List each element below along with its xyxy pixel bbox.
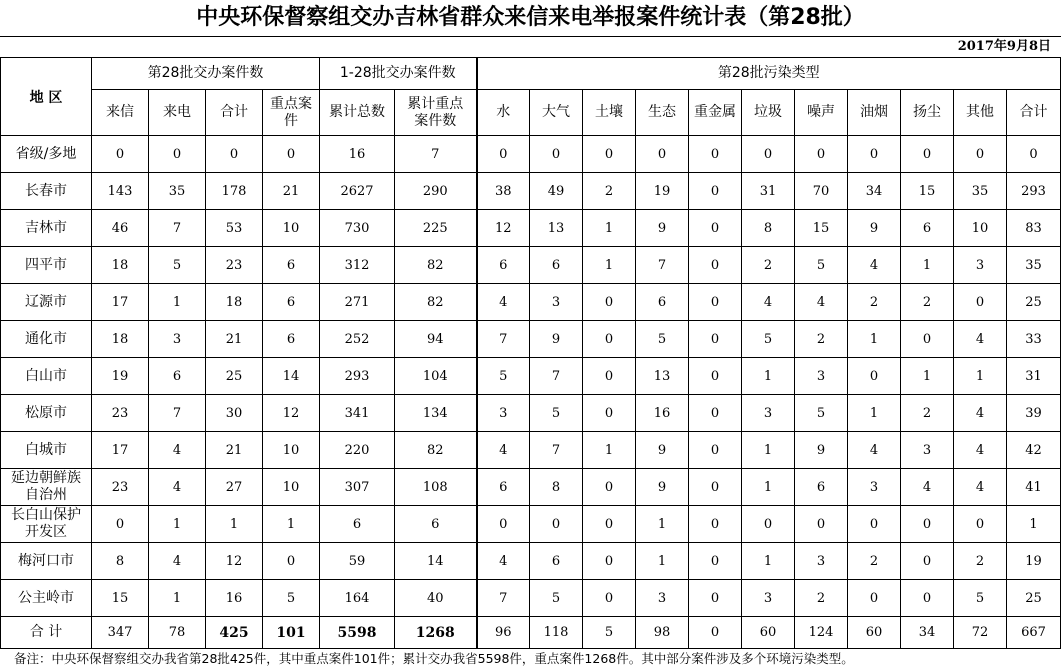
table-row: [1, 284, 1061, 321]
data-cell: 18: [206, 284, 263, 321]
data-cell: 4: [477, 284, 530, 321]
data-cell: 0: [206, 136, 263, 173]
data-cell: 2: [583, 173, 636, 210]
data-cell: 6: [530, 247, 583, 284]
region-name: 长白山保护开发区: [1, 506, 92, 543]
data-cell: 0: [689, 173, 742, 210]
table-row: [1, 173, 1061, 210]
table-row: [1, 395, 1061, 432]
data-cell: 12: [477, 210, 530, 247]
data-cell: 7: [636, 247, 689, 284]
data-cell: 0: [477, 506, 530, 543]
data-cell: 0: [583, 506, 636, 543]
region-name: 长春市: [1, 173, 92, 210]
data-cell: 2: [901, 284, 954, 321]
data-cell: 3: [795, 543, 848, 580]
data-cell: 0: [636, 136, 689, 173]
report-date: 2017年9月8日: [957, 39, 1051, 54]
data-cell: 6: [263, 284, 320, 321]
data-cell: 33: [1007, 321, 1061, 358]
data-cell: 4: [954, 432, 1007, 469]
data-cell: 4: [954, 321, 1007, 358]
data-cell: 0: [149, 136, 206, 173]
data-cell: 30: [206, 395, 263, 432]
data-cell: 7: [395, 136, 477, 173]
data-cell: 34: [848, 173, 901, 210]
data-cell: 1: [149, 506, 206, 543]
column-header: 累计重点案件数: [395, 90, 477, 136]
data-cell: 3: [636, 580, 689, 617]
data-cell: 1: [742, 358, 795, 395]
data-cell: 6: [636, 284, 689, 321]
statistics-table: [0, 57, 1061, 649]
table-row: [1, 580, 1061, 617]
data-cell: 83: [1007, 210, 1061, 247]
data-cell: 0: [689, 358, 742, 395]
data-cell: 35: [149, 173, 206, 210]
data-cell: 2: [848, 284, 901, 321]
header-row-groups: [1, 58, 1061, 90]
data-cell: 15: [795, 210, 848, 247]
data-cell: 347: [92, 617, 149, 649]
region-name: 通化市: [1, 321, 92, 358]
table-row: [1, 432, 1061, 469]
data-cell: 252: [320, 321, 395, 358]
data-cell: 5: [477, 358, 530, 395]
data-cell: 10: [954, 210, 1007, 247]
data-cell: 118: [530, 617, 583, 649]
data-cell: 4: [954, 469, 1007, 506]
data-cell: 3: [954, 247, 1007, 284]
data-cell: 108: [395, 469, 477, 506]
region-name: 白山市: [1, 358, 92, 395]
data-cell: 6: [901, 210, 954, 247]
data-cell: 42: [1007, 432, 1061, 469]
data-cell: 4: [848, 247, 901, 284]
data-cell: 1: [636, 543, 689, 580]
data-cell: 0: [901, 506, 954, 543]
data-cell: 5: [530, 395, 583, 432]
column-header: 土壤: [583, 90, 636, 136]
column-header: 来信: [92, 90, 149, 136]
data-cell: 1: [636, 506, 689, 543]
data-cell: 0: [92, 506, 149, 543]
region-name: 梅河口市: [1, 543, 92, 580]
data-cell: 4: [149, 432, 206, 469]
data-cell: 0: [263, 136, 320, 173]
data-cell: 5: [795, 247, 848, 284]
data-cell: 0: [92, 136, 149, 173]
data-cell: 72: [954, 617, 1007, 649]
region-name: 白城市: [1, 432, 92, 469]
data-cell: 6: [530, 543, 583, 580]
data-cell: 39: [1007, 395, 1061, 432]
data-cell: 5: [530, 580, 583, 617]
data-cell: 0: [583, 284, 636, 321]
data-cell: 31: [742, 173, 795, 210]
data-cell: 1: [583, 432, 636, 469]
data-cell: 0: [689, 321, 742, 358]
data-cell: 4: [954, 395, 1007, 432]
data-cell: 134: [395, 395, 477, 432]
data-cell: 1: [583, 210, 636, 247]
region-name: 四平市: [1, 247, 92, 284]
data-cell: 12: [206, 543, 263, 580]
data-cell: 1: [1007, 506, 1061, 543]
data-cell: 7: [530, 432, 583, 469]
data-cell: 0: [477, 136, 530, 173]
data-cell: 0: [795, 136, 848, 173]
data-cell: 82: [395, 432, 477, 469]
table-row: [1, 469, 1061, 506]
data-cell: 0: [689, 247, 742, 284]
footnote: 备注：中央环保督察组交办我省第28批425件，其中重点案件101件；累计交办我省5598件，重点案件1268件。其中部分案件涉及多个环境污染类型。: [14, 651, 854, 666]
data-cell: 1: [742, 432, 795, 469]
data-cell: 5: [149, 247, 206, 284]
data-cell: 21: [206, 321, 263, 358]
data-cell: 0: [689, 580, 742, 617]
data-cell: 3: [848, 469, 901, 506]
data-cell: 13: [530, 210, 583, 247]
data-cell: 14: [263, 358, 320, 395]
data-cell: 40: [395, 580, 477, 617]
data-cell: 0: [263, 543, 320, 580]
region-name: 辽源市: [1, 284, 92, 321]
data-cell: 0: [583, 469, 636, 506]
table-row: [1, 210, 1061, 247]
data-cell: 4: [742, 284, 795, 321]
total-row: [1, 617, 1061, 649]
data-cell: 10: [263, 469, 320, 506]
data-cell: 5: [954, 580, 1007, 617]
data-cell: 1: [901, 358, 954, 395]
data-cell: 23: [92, 469, 149, 506]
data-cell: 0: [583, 321, 636, 358]
column-header: 合计: [1007, 90, 1061, 136]
data-cell: 25: [1007, 580, 1061, 617]
data-cell: 2: [795, 580, 848, 617]
data-cell: 16: [206, 580, 263, 617]
data-cell: 3: [795, 358, 848, 395]
data-cell: 15: [92, 580, 149, 617]
data-cell: 0: [689, 284, 742, 321]
data-cell: 3: [149, 321, 206, 358]
data-cell: 0: [848, 506, 901, 543]
data-cell: 7: [530, 358, 583, 395]
data-cell: 307: [320, 469, 395, 506]
data-cell: 3: [530, 284, 583, 321]
data-cell: 178: [206, 173, 263, 210]
data-cell: 220: [320, 432, 395, 469]
data-cell: 18: [92, 247, 149, 284]
data-cell: 78: [149, 617, 206, 649]
data-cell: 0: [848, 358, 901, 395]
data-cell: 31: [1007, 358, 1061, 395]
data-cell: 0: [689, 210, 742, 247]
data-cell: 6: [263, 321, 320, 358]
table-body: [1, 136, 1061, 649]
data-cell: 1: [901, 247, 954, 284]
column-header: 重点案件: [263, 90, 320, 136]
data-cell: 0: [689, 432, 742, 469]
data-cell: 0: [954, 136, 1007, 173]
column-header: 来电: [149, 90, 206, 136]
data-cell: 0: [689, 469, 742, 506]
data-cell: 49: [530, 173, 583, 210]
data-cell: 1: [149, 580, 206, 617]
data-cell: 0: [901, 321, 954, 358]
header-group-cumulative: 1-28批交办案件数: [320, 58, 477, 90]
column-header: 大气: [530, 90, 583, 136]
data-cell: 41: [1007, 469, 1061, 506]
table-row: [1, 358, 1061, 395]
column-header: 扬尘: [901, 90, 954, 136]
data-cell: 10: [263, 210, 320, 247]
data-cell: 0: [689, 543, 742, 580]
data-cell: 425: [206, 617, 263, 649]
data-cell: 0: [848, 580, 901, 617]
data-cell: 0: [583, 543, 636, 580]
data-cell: 21: [206, 432, 263, 469]
data-cell: 6: [149, 358, 206, 395]
data-cell: 4: [795, 284, 848, 321]
data-cell: 9: [530, 321, 583, 358]
data-cell: 1: [583, 247, 636, 284]
data-cell: 6: [795, 469, 848, 506]
data-cell: 341: [320, 395, 395, 432]
data-cell: 7: [477, 321, 530, 358]
data-cell: 0: [530, 506, 583, 543]
data-cell: 12: [263, 395, 320, 432]
header-group-pollution: 第28批污染类型: [477, 58, 1061, 90]
data-cell: 0: [583, 136, 636, 173]
data-cell: 730: [320, 210, 395, 247]
column-header: 水: [477, 90, 530, 136]
region-name: 松原市: [1, 395, 92, 432]
data-cell: 2: [954, 543, 1007, 580]
data-cell: 6: [477, 247, 530, 284]
data-cell: 82: [395, 284, 477, 321]
data-cell: 17: [92, 432, 149, 469]
data-cell: 1: [149, 284, 206, 321]
data-cell: 3: [901, 432, 954, 469]
data-cell: 8: [742, 210, 795, 247]
data-cell: 2: [795, 321, 848, 358]
table-row: [1, 543, 1061, 580]
data-cell: 70: [795, 173, 848, 210]
data-cell: 0: [583, 580, 636, 617]
data-cell: 104: [395, 358, 477, 395]
data-cell: 0: [954, 506, 1007, 543]
data-cell: 4: [901, 469, 954, 506]
report-title: 中央环保督察组交办吉林省群众来信来电举报案件统计表（第28批）: [0, 0, 1061, 37]
data-cell: 15: [901, 173, 954, 210]
data-cell: 1: [954, 358, 1007, 395]
table-row: [1, 506, 1061, 543]
data-cell: 59: [320, 543, 395, 580]
data-cell: 2627: [320, 173, 395, 210]
data-cell: 9: [636, 432, 689, 469]
data-cell: 5: [636, 321, 689, 358]
data-cell: 53: [206, 210, 263, 247]
data-cell: 23: [92, 395, 149, 432]
data-cell: 6: [263, 247, 320, 284]
data-cell: 0: [795, 506, 848, 543]
data-cell: 9: [795, 432, 848, 469]
data-cell: 124: [795, 617, 848, 649]
data-cell: 0: [901, 580, 954, 617]
data-cell: 8: [530, 469, 583, 506]
region-name: 公主岭市: [1, 580, 92, 617]
column-header: 其他: [954, 90, 1007, 136]
data-cell: 94: [395, 321, 477, 358]
data-cell: 8: [92, 543, 149, 580]
data-cell: 23: [206, 247, 263, 284]
data-cell: 2: [848, 543, 901, 580]
data-cell: 3: [742, 395, 795, 432]
data-cell: 4: [848, 432, 901, 469]
data-cell: 25: [206, 358, 263, 395]
data-cell: 271: [320, 284, 395, 321]
data-cell: 34: [901, 617, 954, 649]
data-cell: 27: [206, 469, 263, 506]
column-header: 生态: [636, 90, 689, 136]
data-cell: 10: [263, 432, 320, 469]
data-cell: 7: [149, 210, 206, 247]
column-header: 油烟: [848, 90, 901, 136]
data-cell: 4: [477, 543, 530, 580]
data-cell: 0: [583, 358, 636, 395]
data-cell: 0: [742, 136, 795, 173]
data-cell: 6: [320, 506, 395, 543]
data-cell: 60: [848, 617, 901, 649]
data-cell: 164: [320, 580, 395, 617]
column-header: 合计: [206, 90, 263, 136]
data-cell: 1: [848, 321, 901, 358]
data-cell: 98: [636, 617, 689, 649]
data-cell: 35: [1007, 247, 1061, 284]
data-cell: 1: [742, 543, 795, 580]
data-cell: 6: [395, 506, 477, 543]
data-cell: 46: [92, 210, 149, 247]
region-name: 延边朝鲜族自治州: [1, 469, 92, 506]
data-cell: 0: [689, 617, 742, 649]
data-cell: 13: [636, 358, 689, 395]
data-cell: 35: [954, 173, 1007, 210]
header-row-columns: [1, 90, 1061, 136]
data-cell: 5598: [320, 617, 395, 649]
region-name: 吉林市: [1, 210, 92, 247]
data-cell: 5: [742, 321, 795, 358]
data-cell: 101: [263, 617, 320, 649]
data-cell: 0: [742, 506, 795, 543]
data-cell: 5: [263, 580, 320, 617]
data-cell: 0: [954, 284, 1007, 321]
data-cell: 3: [742, 580, 795, 617]
data-cell: 9: [848, 210, 901, 247]
data-cell: 5: [583, 617, 636, 649]
table-row: [1, 321, 1061, 358]
header-group-batch28: 第28批交办案件数: [92, 58, 320, 90]
data-cell: 6: [477, 469, 530, 506]
data-cell: 3: [477, 395, 530, 432]
column-header: 噪声: [795, 90, 848, 136]
data-cell: 667: [1007, 617, 1061, 649]
data-cell: 0: [583, 395, 636, 432]
region-name: 省级/多地: [1, 136, 92, 173]
column-header: 垃圾: [742, 90, 795, 136]
data-cell: 5: [795, 395, 848, 432]
column-header: 重金属: [689, 90, 742, 136]
data-cell: 293: [1007, 173, 1061, 210]
data-cell: 25: [1007, 284, 1061, 321]
data-cell: 2: [901, 395, 954, 432]
data-cell: 225: [395, 210, 477, 247]
data-cell: 16: [636, 395, 689, 432]
data-cell: 1: [206, 506, 263, 543]
data-cell: 312: [320, 247, 395, 284]
data-cell: 0: [689, 395, 742, 432]
data-cell: 17: [92, 284, 149, 321]
table-row: [1, 247, 1061, 284]
data-cell: 19: [636, 173, 689, 210]
data-cell: 14: [395, 543, 477, 580]
data-cell: 0: [1007, 136, 1061, 173]
data-cell: 1268: [395, 617, 477, 649]
data-cell: 9: [636, 469, 689, 506]
data-cell: 16: [320, 136, 395, 173]
data-cell: 293: [320, 358, 395, 395]
data-cell: 1: [263, 506, 320, 543]
data-cell: 0: [530, 136, 583, 173]
data-cell: 96: [477, 617, 530, 649]
data-cell: 9: [636, 210, 689, 247]
data-cell: 4: [477, 432, 530, 469]
data-cell: 0: [901, 543, 954, 580]
data-cell: 0: [689, 136, 742, 173]
data-cell: 2: [742, 247, 795, 284]
data-cell: 0: [689, 506, 742, 543]
data-cell: 38: [477, 173, 530, 210]
data-cell: 1: [848, 395, 901, 432]
data-cell: 82: [395, 247, 477, 284]
data-cell: 143: [92, 173, 149, 210]
data-cell: 0: [901, 136, 954, 173]
data-cell: 18: [92, 321, 149, 358]
data-cell: 60: [742, 617, 795, 649]
data-cell: 7: [149, 395, 206, 432]
total-label: 合 计: [1, 617, 92, 649]
data-cell: 19: [1007, 543, 1061, 580]
data-cell: 19: [92, 358, 149, 395]
data-cell: 0: [848, 136, 901, 173]
header-region: 地 区: [1, 58, 92, 136]
table-row: [1, 136, 1061, 173]
data-cell: 4: [149, 469, 206, 506]
data-cell: 290: [395, 173, 477, 210]
data-cell: 4: [149, 543, 206, 580]
data-cell: 1: [742, 469, 795, 506]
data-cell: 7: [477, 580, 530, 617]
column-header: 累计总数: [320, 90, 395, 136]
data-cell: 21: [263, 173, 320, 210]
